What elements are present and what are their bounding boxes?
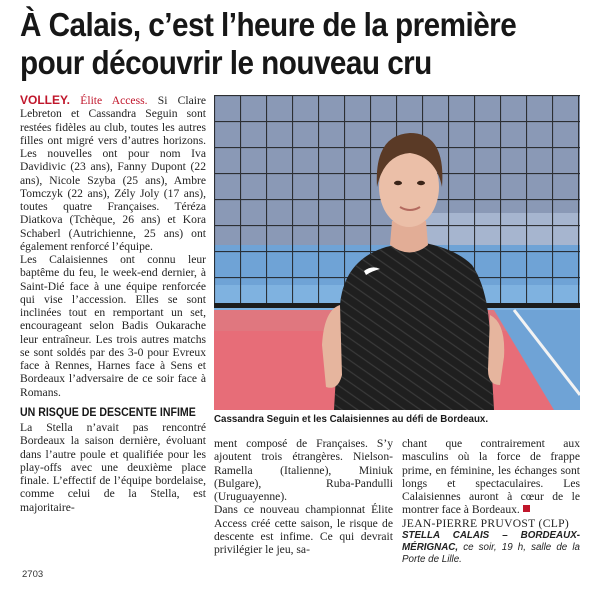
article-column-1 (20, 94, 206, 514)
lead-text: Si Claire Lebreton et Cassandra Seguin sont restées fidèles au club, toutes les autres filles ont migré vers d’autres horizons. Les nouvelles ont pour nom Iva Davidivic (23 ans), Fanny Dupont (22 ans), Nicole Szyba (25 ans), Ambre Tomczyk (22 ans), Zély Joly (17 ans), toutes quatre Françaises. Téréza Diatkova (Tchèque, 26 ans) et Kora Schaberl (Autrichienne, 25 ans) ont également renforcé l’équipe. (20, 94, 206, 253)
signature: JEAN-PIERRE PRUVOST (CLP) (402, 516, 570, 530)
headline-line-1: À Calais, c’est l’heure de la première (20, 6, 517, 43)
lead-paragraph (20, 94, 206, 253)
paragraph-4-part-2 (402, 437, 580, 517)
match-info-details: ce soir, 19 h, salle de la Porte de Lille. (402, 541, 580, 565)
brand-label: Élite Access. (80, 94, 148, 107)
kicker-label: VOLLEY. (20, 93, 71, 107)
page-number: 2703 (22, 569, 44, 580)
photo-caption: Cassandra Seguin et les Calaisiennes au défi de Bordeaux. (214, 413, 489, 425)
section-subhead: UN RISQUE DE DESCENTE INFIME (20, 406, 196, 419)
paragraph-3-part-1: La Stella n’avait pas rencontré Bordeaux la saison dernière, évoluant dans l’autre poule et qualifiée pour les play-offs avec une deuxième place finale. L’effectif de l’équipe bordelaise, comme celui de la Stella, est majoritaire- (20, 421, 206, 514)
headline-line-2: pour découvrir le nouveau cru (20, 44, 432, 81)
paragraph-4-text: chant que contrairement aux masculins où la force de frappe prime, en féminine, les échanges sont longs et spectaculaires. Les Calaisiennes auront à cœur de le montrer face à Bordeaux. (402, 437, 580, 517)
match-info (402, 530, 580, 566)
article-column-2 (214, 437, 393, 556)
player-photo (214, 95, 580, 410)
paragraph-4-part-1: Dans ce nouveau championnat Élite Access créé cette saison, le risque de descente est infime. Ce qui devrait privilégier le jeu, sa- (214, 503, 393, 556)
match-info-teams: STELLA CALAIS – BORDEAUX-MÉRIGNAC, (402, 529, 580, 553)
end-mark-icon (523, 505, 530, 512)
headline (20, 6, 533, 82)
article-column-3 (402, 437, 580, 566)
paragraph-3-part-2: ment composé de Françaises. S’y ajoutent trois étrangères. Nielson-Ramella (Italienne), Miniuk (Bulgare), Ruba-Pandulli (Uruguayenne). (214, 437, 393, 503)
paragraph-2: Les Calaisiennes ont connu leur baptême du feu, le week-end dernier, à Saint-Dié face à une équipe renforcée qui vise l’accession. Elles se sont inclinées tout en remportant un set, encourageant selon Badis Oukarache leur entraîneur. Les trois autres matchs se sont soldés par des 3-0 pour Evreux face à Rennes, Harnes face à Sens et Bordeaux l’adversaire de ce soir face à Romans. (20, 253, 206, 399)
